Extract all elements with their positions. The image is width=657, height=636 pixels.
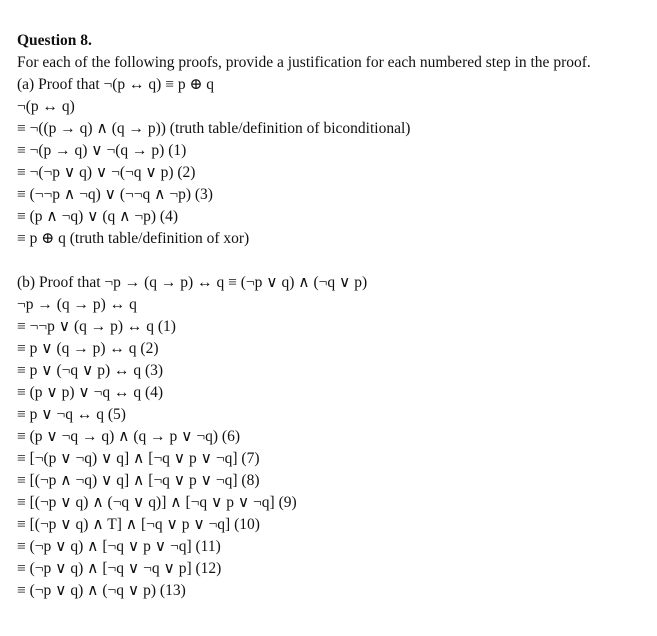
- proof-b-step: ≡ [(¬p ∨ q) ∧ (¬q ∨ q)] ∧ [¬q ∨ p ∨ ¬q] (9): [17, 494, 297, 511]
- proof-b-step: ≡ [(¬p ∨ q) ∧ T] ∧ [¬q ∨ p ∨ ¬q] (10): [17, 516, 260, 533]
- proof-b-step: ≡ [¬(p ∨ ¬q) ∨ q] ∧ [¬q ∨ p ∨ ¬q] (7): [17, 450, 260, 467]
- proof-b-step: ≡ p ∨ (q → p) ↔ q (2): [17, 340, 159, 357]
- proof-a-step: ≡ ¬((p → q) ∧ (q → p)) (truth table/definition of biconditional): [17, 120, 411, 137]
- proof-a-step: ≡ p ⊕ q (truth table/definition of xor): [17, 230, 250, 247]
- proof-a-heading: (a) Proof that ¬(p ↔ q) ≡ p ⊕ q: [17, 76, 215, 93]
- proof-b-heading: (b) Proof that ¬p → (q → p) ↔ q ≡ (¬p ∨ q) ∧ (¬q ∨ p): [17, 274, 368, 291]
- proof-b-step: ¬p → (q → p) ↔ q: [17, 296, 137, 313]
- proof-b-step: ≡ ¬¬p ∨ (q → p) ↔ q (1): [17, 318, 176, 335]
- section-spacer: [17, 250, 647, 272]
- proof-b-step: ≡ [(¬p ∧ ¬q) ∨ q] ∧ [¬q ∨ p ∨ ¬q] (8): [17, 472, 260, 489]
- proof-b-step: ≡ (p ∨ p) ∨ ¬q ↔ q (4): [17, 384, 164, 401]
- proof-a: [17, 74, 647, 250]
- proof-a-step: ≡ (¬¬p ∧ ¬q) ∨ (¬¬q ∧ ¬p) (3): [17, 186, 213, 203]
- proof-a-step: ≡ (p ∧ ¬q) ∨ (q ∧ ¬p) (4): [17, 208, 178, 225]
- proof-b-step: ≡ (p ∨ ¬q → q) ∧ (q → p ∨ ¬q) (6): [17, 428, 240, 445]
- question-title: Question 8.: [17, 32, 92, 49]
- proof-b-step: ≡ (¬p ∨ q) ∧ (¬q ∨ p) (13): [17, 582, 186, 599]
- proof-a-step: ¬(p ↔ q): [17, 98, 75, 115]
- proof-a-step: ≡ ¬(¬p ∨ q) ∨ ¬(¬q ∨ p) (2): [17, 164, 196, 181]
- proof-b: [17, 272, 647, 602]
- proof-b-step: ≡ p ∨ ¬q ↔ q (5): [17, 406, 126, 423]
- proof-a-step: ≡ ¬(p → q) ∨ ¬(q → p) (1): [17, 142, 187, 159]
- proof-b-step: ≡ (¬p ∨ q) ∧ [¬q ∨ p ∨ ¬q] (11): [17, 538, 221, 555]
- proof-b-step: ≡ (¬p ∨ q) ∧ [¬q ∨ ¬q ∨ p] (12): [17, 560, 222, 577]
- proof-b-step: ≡ p ∨ (¬q ∨ p) ↔ q (3): [17, 362, 164, 379]
- question-instructions: For each of the following proofs, provide a justification for each numbered step in the proof.: [17, 54, 591, 71]
- document-page: [17, 30, 647, 602]
